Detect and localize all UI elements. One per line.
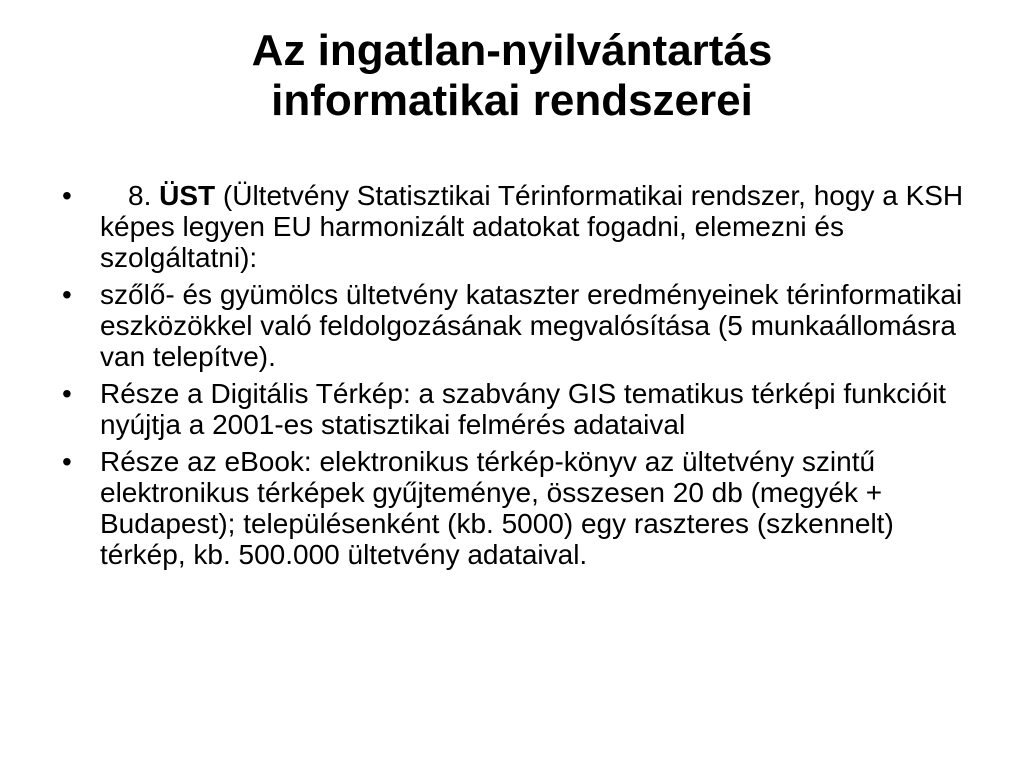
bullet-item-digitalis-terkep (62, 378, 982, 440)
bullet-list (62, 180, 982, 576)
bullet-item-text: Része az eBook: elektronikus térkép-könyv az ültetvény szintű elektronikus térképek gyűjteménye, összesen 20 db (megyék + Budapest); településenként (kb. 5000) egy raszteres (szkennelt) térkép, kb. 500.000 ültetvény adataival. (100, 446, 894, 570)
bullet-marker-icon: • (62, 446, 72, 477)
bullet-item-text: Része a Digitális Térkép: a szabvány GIS tematikus térképi funkcióit nyújtja a 2001-es statisztikai felmérés adataival (100, 378, 947, 440)
bullet-item-ebook (62, 446, 982, 570)
slide-title-line-1: Az ingatlan-nyilvántartás (251, 26, 773, 75)
bullet-item-ust (62, 180, 982, 273)
slide-title (60, 26, 964, 126)
bullet-item-text: szőlő- és gyümölcs ültetvény kataszter eredményeinek térinformatikai eszközökkel való feldolgozásának megvalósítása (5 munkaállomásra van telepítve). (100, 279, 963, 372)
bullet-marker-icon: • (62, 279, 72, 310)
bullet-item-kataszter (62, 279, 982, 372)
bullet-marker-icon: • (62, 378, 72, 409)
bullet-item-text: (Ültetvény Statisztikai Térinformatikai rendszer, hogy a KSH képes legyen EU harmonizált adatokat fogadni, elemezni és szolgáltatni): (100, 180, 964, 273)
bullet-item-number: 8. (128, 180, 152, 211)
bullet-item-acronym: ÜST (159, 180, 216, 211)
slide-title-line-2: informatikai rendszerei (271, 76, 753, 125)
bullet-marker-icon: • (62, 180, 72, 211)
